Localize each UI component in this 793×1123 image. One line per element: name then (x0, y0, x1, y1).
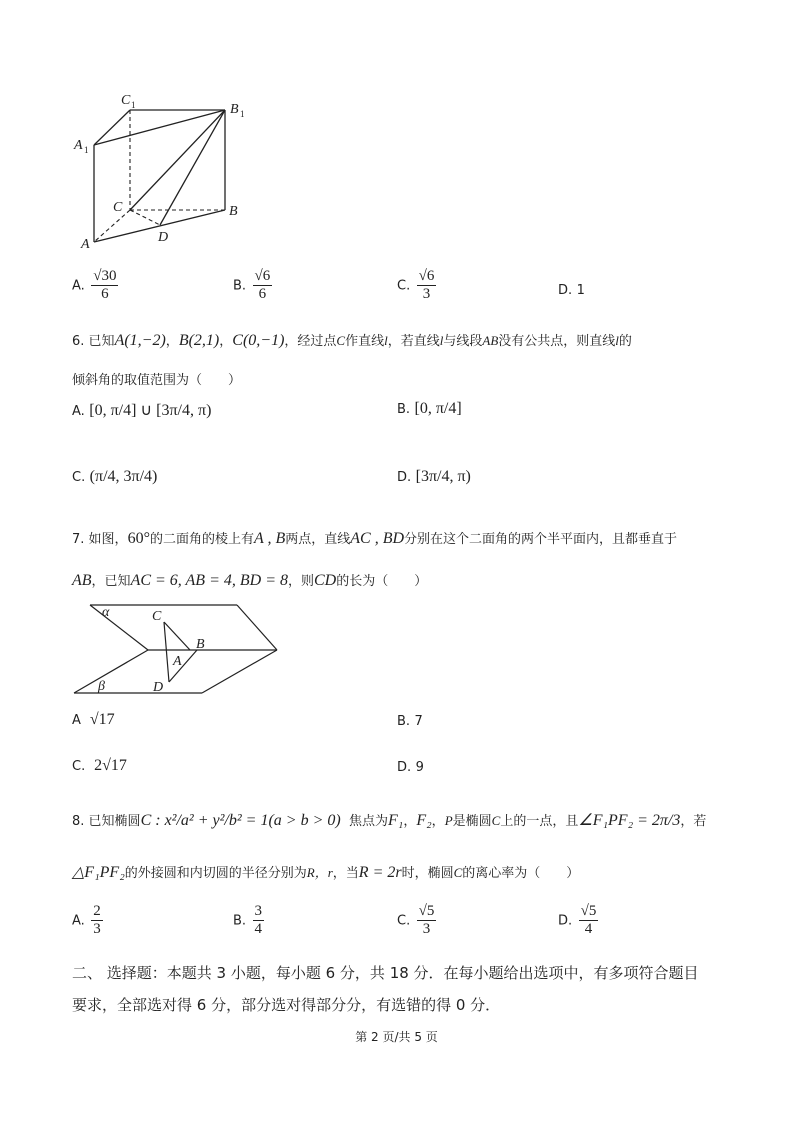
q5-option-a[interactable]: A. $\frac{√30}{6}$ (72, 268, 117, 302)
svg-text:α: α (102, 605, 110, 620)
section2-heading-line2: 要求，全部选对得 6 分，部分选对得部分分，有选错的得 0 分． (72, 996, 501, 1014)
q7-stem-line2: AB，已知AC = 6, AB = 4, BD = 8，则CD的长为（ ） (72, 572, 428, 589)
svg-text:1: 1 (131, 100, 136, 110)
svg-text:B: B (196, 637, 205, 652)
q8-option-b[interactable]: B. $\frac{3}{4}$ (233, 903, 263, 937)
q6-option-c[interactable]: C. (π/4, 3π/4) (72, 468, 158, 485)
q6-stem-line1: 6. 已知A(1,−2)，B(2,1)，C(0,−1)，经过点C作直线l，若直线l与线段AB没有公共点，则直线l的 (72, 332, 632, 349)
label-a: A (81, 237, 90, 252)
q7-option-c[interactable]: C. 2√17 (72, 757, 127, 774)
page-footer: 第 2 页/共 5 页 (355, 1030, 438, 1044)
q8-stem-line1: 8. 已知椭圆C : x²/a² + y²/b² = 1(a > b > 0) 焦点为F₁，F₂，P是椭圆C上的一点，且∠F₁PF₂ = 2π/3，若 (72, 812, 707, 829)
svg-text:D: D (153, 680, 164, 695)
q5-option-d[interactable]: D. 1 (558, 283, 585, 298)
q6-option-a[interactable]: A. [0, π/4] ∪ [3π/4, π) (72, 402, 212, 419)
q7-stem-line1: 7. 如图，60°的二面角的棱上有A , B两点，直线AC , BD分别在这个二面角的两个半平面内，且都垂直于 (72, 530, 678, 547)
q5-option-c[interactable]: C. $\frac{√6}{3}$ (397, 268, 435, 302)
svg-text:A: A (173, 654, 182, 669)
svg-text:β: β (98, 679, 105, 694)
q5-option-b[interactable]: B. $\frac{√6}{6}$ (233, 268, 271, 302)
label-b: B (229, 204, 238, 219)
section2-heading-line1: 二、 选择题：本题共 3 小题，每小题 6 分，共 18 分．在每小题给出选项中，有多项符合题目 (72, 964, 699, 982)
q7-option-b[interactable]: B. 7 (397, 714, 423, 729)
q8-option-a[interactable]: A. $\frac{2}{3}$ (72, 903, 101, 937)
prism-figure (70, 85, 260, 260)
label-c1: C (121, 93, 131, 108)
q8-option-d[interactable]: D. $\frac{√5}{4}$ (558, 903, 597, 937)
svg-text:1: 1 (84, 145, 89, 155)
label-b1: B (230, 102, 239, 117)
q6-stem-line2: 倾斜角的取值范围为（ ） (72, 373, 242, 388)
label-c: C (113, 200, 123, 215)
label-a1: A (74, 138, 83, 153)
q8-option-c[interactable]: C. $\frac{√5}{3}$ (397, 903, 435, 937)
q7-option-d[interactable]: D. 9 (397, 760, 424, 775)
q6-option-b[interactable]: B. [0, π/4] (397, 400, 462, 417)
svg-text:C: C (152, 609, 162, 624)
dihedral-figure (72, 600, 282, 700)
q6-option-d[interactable]: D. [3π/4, π) (397, 468, 471, 485)
label-d: D (158, 230, 169, 245)
q8-stem-line2: △F₁PF₂的外接圆和内切圆的半径分别为R，r，当R = 2r时，椭圆C的离心率为（ ） (72, 864, 580, 881)
svg-text:1: 1 (240, 109, 245, 119)
q7-option-a[interactable]: A √17 (72, 711, 115, 728)
